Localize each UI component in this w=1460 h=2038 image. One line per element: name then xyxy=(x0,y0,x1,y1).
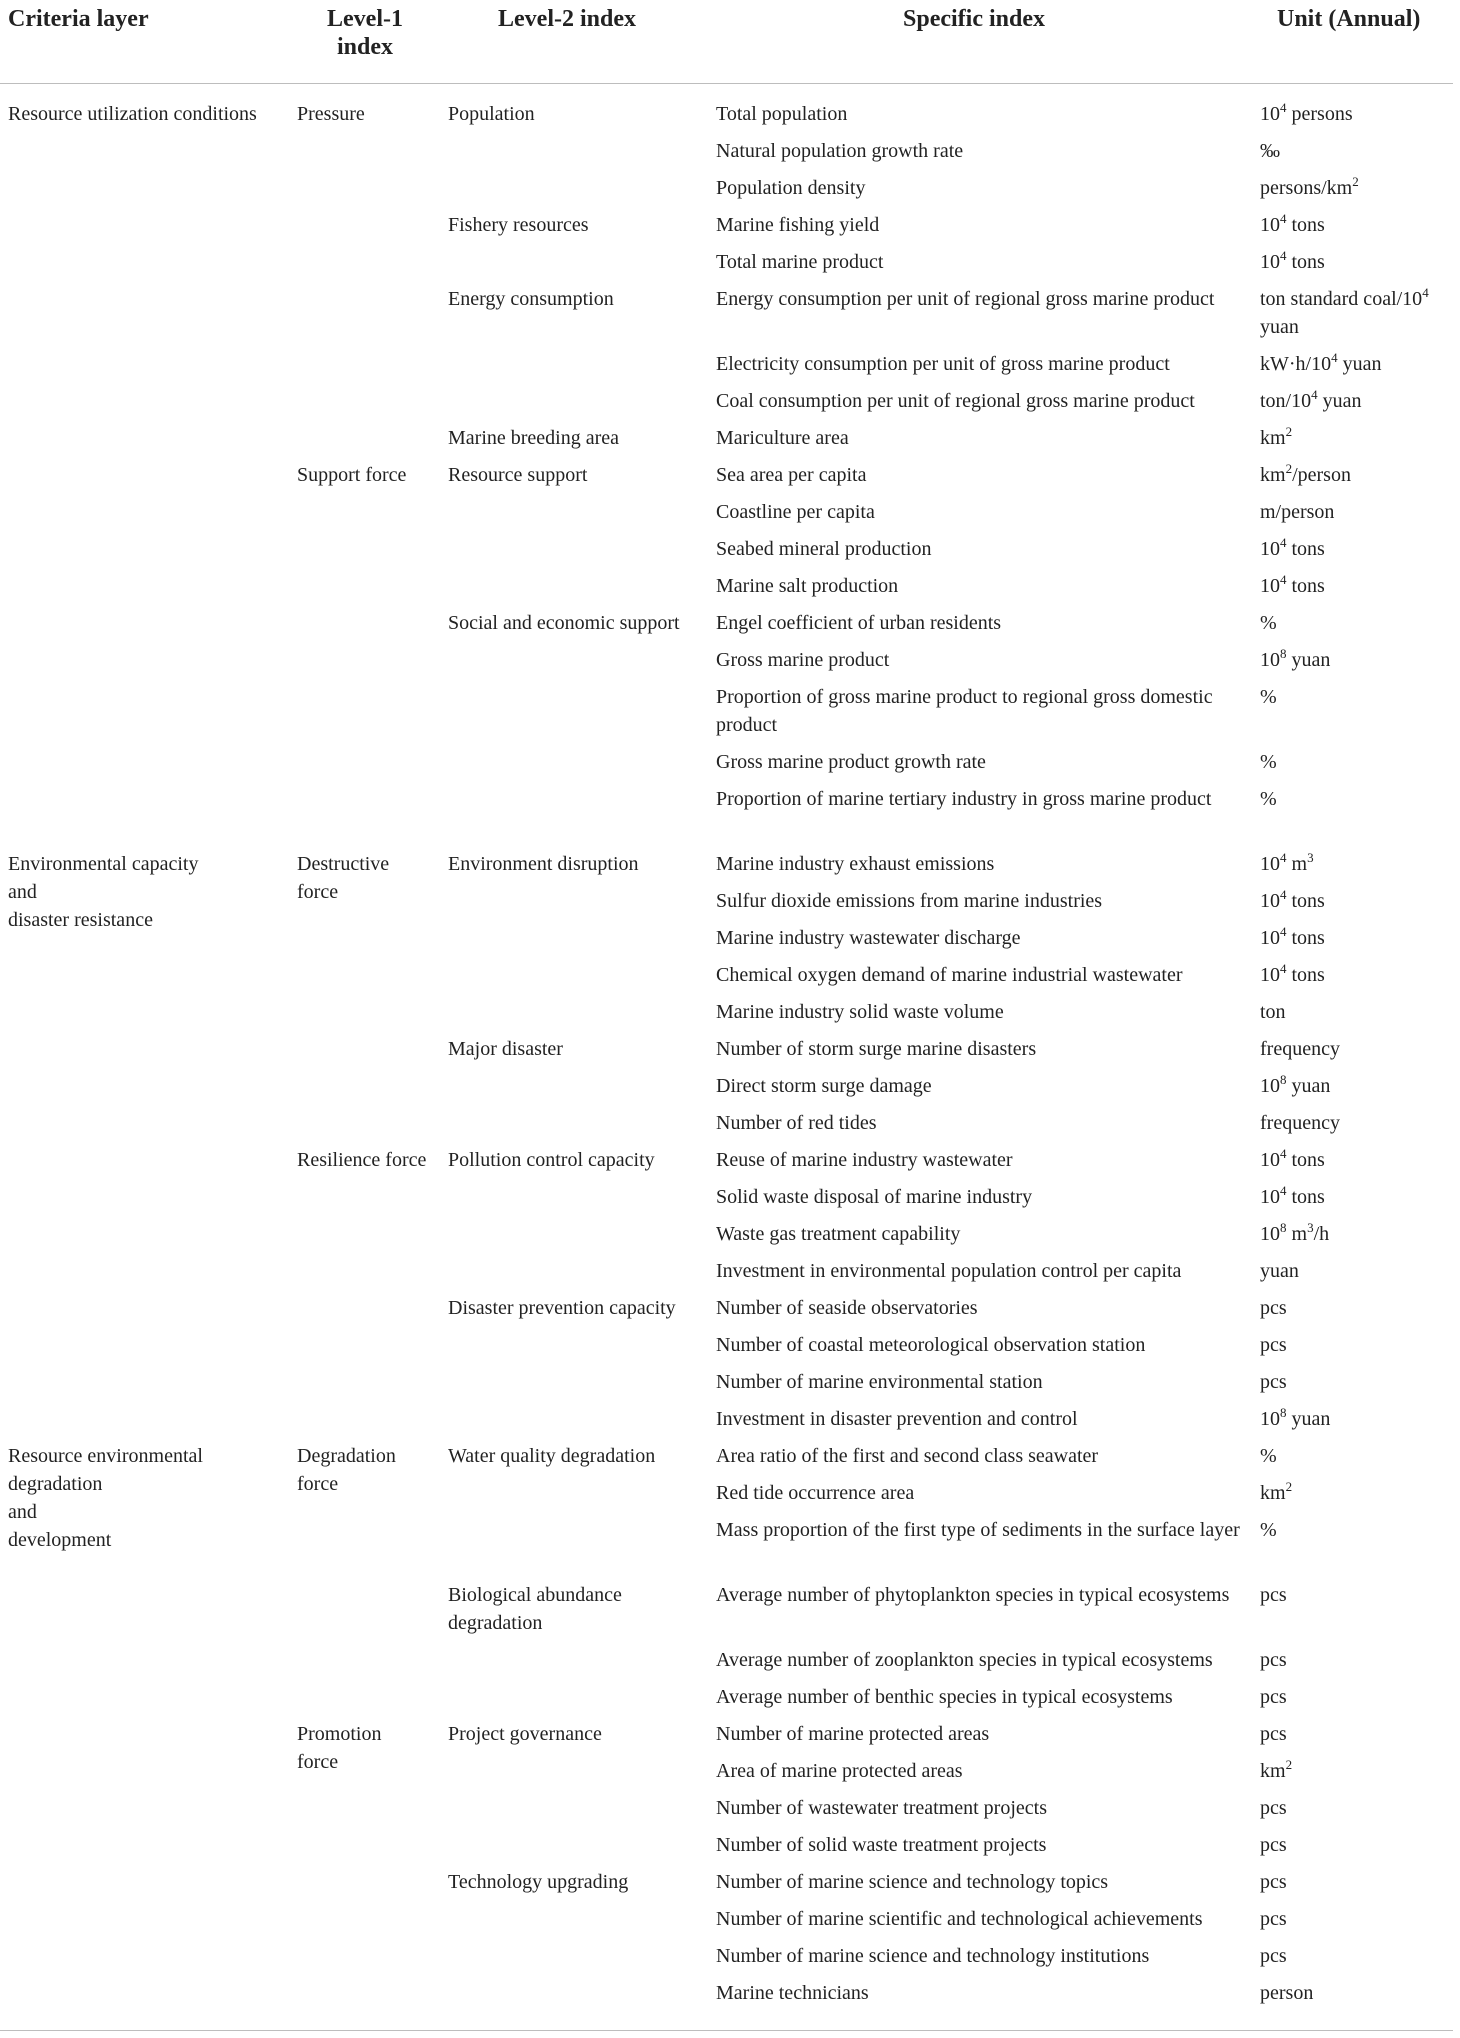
cell-unit: $10^8$ yuan xyxy=(1260,1405,1331,1430)
cell-specific: Number of seaside observatories xyxy=(716,1297,978,1319)
cell-specific: Number of wastewater treatment projects xyxy=(716,1797,1047,1819)
cell-level2: Fishery resources xyxy=(448,214,589,236)
cell-unit: pcs xyxy=(1260,1797,1287,1819)
cell-unit: pcs xyxy=(1260,1834,1287,1856)
cell-specific: Gross marine product xyxy=(716,649,890,671)
cell-unit: persons/$km^2$ xyxy=(1260,174,1359,199)
cell-unit: yuan xyxy=(1260,1260,1299,1282)
header-level1 xyxy=(305,5,425,61)
cell-specific: Number of coastal meteorological observation station xyxy=(716,1334,1146,1356)
cell-level2: Project governance xyxy=(448,1723,602,1745)
cell-specific: Average number of phytoplankton species in typical ecosystems xyxy=(716,1584,1230,1606)
cell-level2: Environment disruption xyxy=(448,853,639,875)
header-level2: Level-2 index xyxy=(498,6,636,32)
cell-specific: Marine industry wastewater discharge xyxy=(716,927,1021,949)
cell-unit: frequency xyxy=(1260,1038,1340,1060)
cell-specific: Area of marine protected areas xyxy=(716,1760,963,1782)
cell-unit: pcs xyxy=(1260,1686,1287,1708)
cell-unit: frequency xyxy=(1260,1112,1340,1134)
cell-specific: Population density xyxy=(716,177,866,199)
cell-level2: Resource support xyxy=(448,464,588,486)
cell-unit: $10^4$ $m^3$ xyxy=(1260,850,1314,875)
cell-unit: $10^4$ tons xyxy=(1260,961,1325,986)
cell-unit: $km^2$/person xyxy=(1260,461,1351,486)
cell-specific: Number of marine scientific and technological achievements xyxy=(716,1908,1203,1930)
cell-specific: Coastline per capita xyxy=(716,501,875,523)
cell-level2: Biological abundance degradation xyxy=(448,1584,622,1634)
cell-specific: Waste gas treatment capability xyxy=(716,1223,961,1245)
cell-specific: Reuse of marine industry wastewater xyxy=(716,1149,1013,1171)
cell-specific: Number of marine science and technology topics xyxy=(716,1871,1109,1893)
cell-unit: $10^4$ tons xyxy=(1260,1183,1325,1208)
cell-specific: Coal consumption per unit of regional gross marine product xyxy=(716,390,1195,412)
cell-level2: Pollution control capacity xyxy=(448,1149,655,1171)
cell-unit: ‰ xyxy=(1260,140,1280,162)
cell-specific: Natural population growth rate xyxy=(716,140,964,162)
header-level1-line1: Level-1 xyxy=(327,6,403,32)
cell-unit: pcs xyxy=(1260,1945,1287,1967)
cell-criteria: Resource environmental degradation and development xyxy=(8,1445,203,1551)
cell-specific: Average number of benthic species in typical ecosystems xyxy=(716,1686,1173,1708)
header-divider xyxy=(0,83,1453,84)
cell-unit: pcs xyxy=(1260,1871,1287,1893)
cell-unit: $10^8$ $m^3/h$ xyxy=(1260,1220,1330,1245)
cell-unit: pcs xyxy=(1260,1334,1287,1356)
cell-unit: pcs xyxy=(1260,1297,1287,1319)
cell-unit: $10^4$ tons xyxy=(1260,887,1325,912)
header-unit: Unit (Annual) xyxy=(1277,6,1421,32)
cell-level2: Major disaster xyxy=(448,1038,563,1060)
cell-unit: pcs xyxy=(1260,1371,1287,1393)
cell-specific: Sea area per capita xyxy=(716,464,867,486)
table-bottom-rule xyxy=(0,2030,1453,2031)
cell-unit: $10^4$ tons xyxy=(1260,248,1325,273)
cell-unit: $kW\cdot h/10^4$ yuan xyxy=(1260,350,1382,375)
table-header xyxy=(0,0,1460,84)
header-criteria: Criteria layer xyxy=(8,6,149,32)
cell-unit: $10^4$ tons xyxy=(1260,535,1325,560)
cell-specific: Direct storm surge damage xyxy=(716,1075,932,1097)
cell-unit: $10^4$ tons xyxy=(1260,1146,1325,1171)
cell-unit: m/person xyxy=(1260,501,1335,523)
cell-unit: % xyxy=(1260,1445,1277,1467)
cell-unit: pcs xyxy=(1260,1649,1287,1671)
cell-specific: Solid waste disposal of marine industry xyxy=(716,1186,1033,1208)
cell-unit: $10^4$ tons xyxy=(1260,924,1325,949)
cell-criteria: Environmental capacity and disaster resistance xyxy=(8,853,199,931)
cell-level2: Technology upgrading xyxy=(448,1871,629,1893)
cell-specific: Marine technicians xyxy=(716,1982,869,2004)
cell-unit: ton/$10^4$ yuan xyxy=(1260,387,1362,412)
cell-specific: Number of marine science and technology institutions xyxy=(716,1945,1150,1967)
cell-unit: $km^2$ xyxy=(1260,1757,1293,1782)
cell-specific: Electricity consumption per unit of gross marine product xyxy=(716,353,1170,375)
cell-specific: Area ratio of the first and second class seawater xyxy=(716,1445,1099,1467)
cell-unit: $km^2$ xyxy=(1260,424,1293,449)
header-level1-line2: index xyxy=(336,34,393,60)
cell-specific: Average number of zooplankton species in typical ecosystems xyxy=(716,1649,1213,1671)
cell-specific: Red tide occurrence area xyxy=(716,1482,915,1504)
cell-unit: $10^8$ yuan xyxy=(1260,1072,1331,1097)
cell-specific: Total marine product xyxy=(716,251,884,273)
cell-level1: Support force xyxy=(297,464,407,486)
cell-level1: Degradation force xyxy=(297,1445,396,1495)
cell-level2: Water quality degradation xyxy=(448,1445,656,1467)
cell-unit: pcs xyxy=(1260,1584,1287,1606)
header-specific: Specific index xyxy=(903,6,1045,32)
cell-specific: Energy consumption per unit of regional gross marine product xyxy=(716,288,1215,310)
cell-specific: Proportion of marine tertiary industry in gross marine product xyxy=(716,788,1212,810)
cell-level2: Disaster prevention capacity xyxy=(448,1297,676,1319)
cell-level2: Energy consumption xyxy=(448,288,614,310)
cell-specific: Marine industry exhaust emissions xyxy=(716,853,995,875)
cell-unit: $10^4$ tons xyxy=(1260,211,1325,236)
cell-level2: Marine breeding area xyxy=(448,427,620,449)
cell-unit: $10^4$ persons xyxy=(1260,100,1353,125)
cell-specific: Gross marine product growth rate xyxy=(716,751,986,773)
cell-specific: Number of storm surge marine disasters xyxy=(716,1038,1037,1060)
cell-unit: % xyxy=(1260,612,1277,634)
cell-unit: $10^8$ yuan xyxy=(1260,646,1331,671)
cell-level1: Resilience force xyxy=(297,1149,427,1171)
cell-specific: Investment in disaster prevention and control xyxy=(716,1408,1078,1430)
cell-unit: pcs xyxy=(1260,1908,1287,1930)
cell-specific: Mariculture area xyxy=(716,427,849,449)
cell-level1: Promotion force xyxy=(297,1723,382,1773)
cell-specific: Number of marine protected areas xyxy=(716,1723,990,1745)
cell-unit: ton xyxy=(1260,1001,1286,1023)
cell-specific: Engel coefficient of urban residents xyxy=(716,612,1002,634)
cell-specific: Chemical oxygen demand of marine industrial wastewater xyxy=(716,964,1183,986)
cell-unit: ton standard coal/$10^4$ yuan xyxy=(1260,285,1429,338)
cell-specific: Marine fishing yield xyxy=(716,214,880,236)
cell-unit: % xyxy=(1260,686,1277,708)
cell-specific: Seabed mineral production xyxy=(716,538,932,560)
cell-unit: person xyxy=(1260,1982,1314,2004)
cell-unit: pcs xyxy=(1260,1723,1287,1745)
cell-level2: Social and economic support xyxy=(448,612,680,634)
cell-specific: Number of red tides xyxy=(716,1112,877,1134)
cell-level2: Population xyxy=(448,103,535,125)
cell-unit: $10^4$ tons xyxy=(1260,572,1325,597)
cell-specific: Marine industry solid waste volume xyxy=(716,1001,1004,1023)
cell-specific: Mass proportion of the first type of sediments in the surface layer xyxy=(716,1519,1240,1541)
cell-specific: Sulfur dioxide emissions from marine industries xyxy=(716,890,1103,912)
cell-criteria: Resource utilization conditions xyxy=(8,103,257,125)
cell-specific: Proportion of gross marine product to regional gross domestic product xyxy=(716,686,1213,736)
cell-specific: Investment in environmental population control per capita xyxy=(716,1260,1182,1282)
cell-unit: % xyxy=(1260,751,1277,773)
cell-unit: % xyxy=(1260,1519,1277,1541)
cell-level1: Destructive force xyxy=(297,853,390,903)
cell-specific: Number of marine environmental station xyxy=(716,1371,1043,1393)
cell-specific: Number of solid waste treatment projects xyxy=(716,1834,1047,1856)
cell-specific: Marine salt production xyxy=(716,575,899,597)
cell-unit: $km^2$ xyxy=(1260,1479,1293,1504)
cell-level1: Pressure xyxy=(297,103,365,125)
cell-unit: % xyxy=(1260,788,1277,810)
cell-specific: Total population xyxy=(716,103,848,125)
